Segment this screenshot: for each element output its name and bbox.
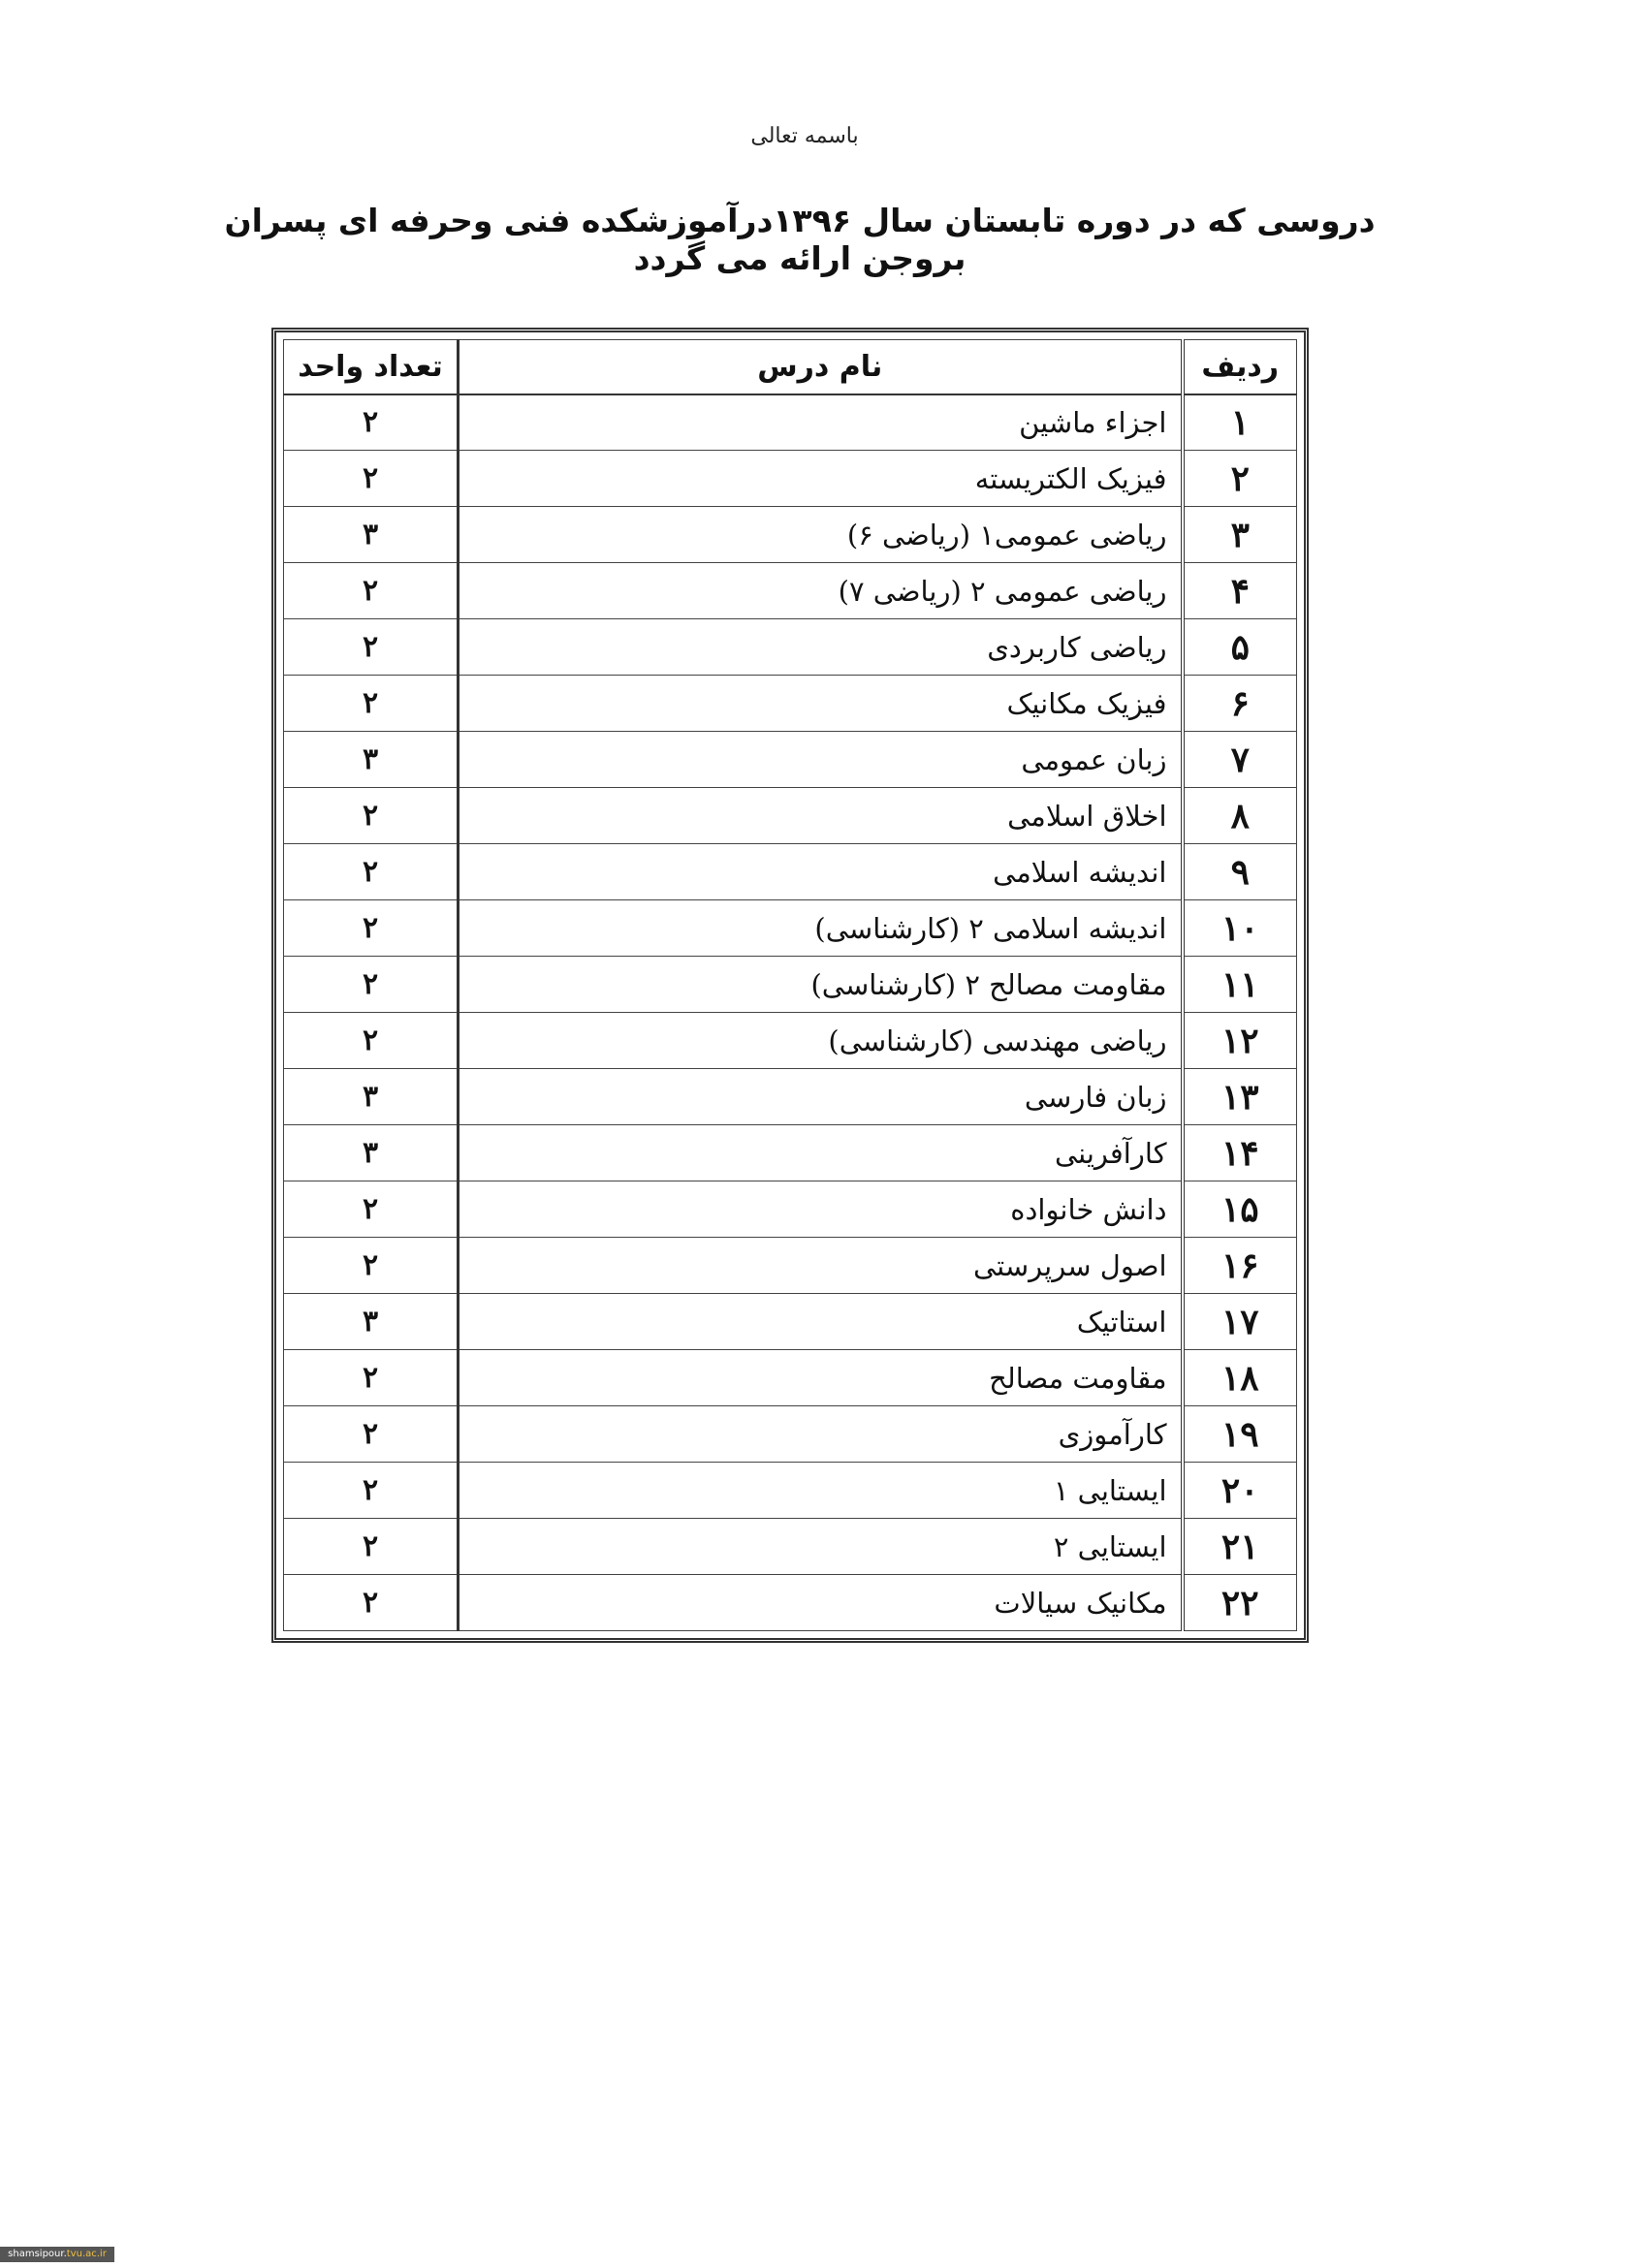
table-row: [284, 1575, 1297, 1631]
course-units: ۲: [284, 1181, 459, 1238]
course-units: ۲: [284, 1350, 459, 1406]
row-number: ۱۲: [1183, 1013, 1297, 1069]
row-number: ۱۶: [1183, 1238, 1297, 1294]
courses-table-frame: [271, 328, 1309, 1643]
course-units: ۳: [284, 1069, 459, 1125]
row-number: ۶: [1183, 676, 1297, 732]
row-number: ۴: [1183, 563, 1297, 619]
basmala-heading: باسمه تعالی: [750, 124, 859, 148]
course-units: ۳: [284, 1294, 459, 1350]
course-name: مقاومت مصالح: [459, 1350, 1183, 1406]
table-row: [284, 1463, 1297, 1519]
table-row: [284, 732, 1297, 788]
course-name: اصول سرپرستی: [459, 1238, 1183, 1294]
row-number: ۱۱: [1183, 957, 1297, 1013]
course-units: ۲: [284, 1238, 459, 1294]
row-number: ۱۷: [1183, 1294, 1297, 1350]
course-name: زبان عمومی: [459, 732, 1183, 788]
table-row: [284, 1238, 1297, 1294]
course-name: استاتیک: [459, 1294, 1183, 1350]
course-units: ۲: [284, 1519, 459, 1575]
row-number: ۱۹: [1183, 1406, 1297, 1463]
table-row: [284, 788, 1297, 844]
course-units: ۲: [284, 957, 459, 1013]
course-name: فیزیک مکانیک: [459, 676, 1183, 732]
row-number: ۲۱: [1183, 1519, 1297, 1575]
table-row: [284, 1181, 1297, 1238]
table-row: [284, 394, 1297, 451]
course-units: ۲: [284, 676, 459, 732]
table-row: [284, 844, 1297, 900]
row-number: ۱۵: [1183, 1181, 1297, 1238]
course-name: ریاضی عمومی۱ (ریاضی ۶): [459, 507, 1183, 563]
course-units: ۳: [284, 507, 459, 563]
table-row: [284, 619, 1297, 676]
row-number: ۱: [1183, 394, 1297, 451]
course-units: ۲: [284, 619, 459, 676]
course-name: کارآفرینی: [459, 1125, 1183, 1181]
watermark: [0, 2247, 114, 2262]
course-name: ایستایی ۱: [459, 1463, 1183, 1519]
row-number: ۲۲: [1183, 1575, 1297, 1631]
course-units: ۲: [284, 1406, 459, 1463]
page-title: دروسی که در دوره تابستان سال ۱۳۹۶درآموزشکده فنی وحرفه ای پسران بروجن ارائه می گردد: [224, 202, 1376, 277]
column-header-units: تعداد واحد: [284, 340, 459, 394]
watermark-prefix: shamsipour.: [8, 2249, 67, 2259]
table-row: [284, 507, 1297, 563]
course-name: مکانیک سیالات: [459, 1575, 1183, 1631]
table-row: [284, 676, 1297, 732]
row-number: ۱۰: [1183, 900, 1297, 957]
row-number: ۷: [1183, 732, 1297, 788]
course-name: کارآموزی: [459, 1406, 1183, 1463]
table-row: [284, 451, 1297, 507]
course-units: ۲: [284, 900, 459, 957]
table-row: [284, 1013, 1297, 1069]
row-number: ۳: [1183, 507, 1297, 563]
course-units: ۲: [284, 451, 459, 507]
course-name: اخلاق اسلامی: [459, 788, 1183, 844]
table-body: [284, 394, 1297, 1631]
course-units: ۲: [284, 844, 459, 900]
column-header-row: ردیف: [1183, 340, 1297, 394]
table-header-row: [284, 340, 1297, 394]
table-row: [284, 1350, 1297, 1406]
table-row: [284, 1294, 1297, 1350]
course-name: اندیشه اسلامی ۲ (کارشناسی): [459, 900, 1183, 957]
course-units: ۲: [284, 1575, 459, 1631]
course-name: دانش خانواده: [459, 1181, 1183, 1238]
course-name: ریاضی کاربردی: [459, 619, 1183, 676]
row-number: ۱۳: [1183, 1069, 1297, 1125]
table-row: [284, 563, 1297, 619]
row-number: ۸: [1183, 788, 1297, 844]
course-name: اندیشه اسلامی: [459, 844, 1183, 900]
course-name: فیزیک الکتریسته: [459, 451, 1183, 507]
course-name: زبان فارسی: [459, 1069, 1183, 1125]
course-name: اجزاء ماشین: [459, 394, 1183, 451]
course-name: ریاضی عمومی ۲ (ریاضی ۷): [459, 563, 1183, 619]
row-number: ۱۸: [1183, 1350, 1297, 1406]
course-units: ۲: [284, 1463, 459, 1519]
column-header-course: نام درس: [459, 340, 1183, 394]
table-row: [284, 957, 1297, 1013]
course-name: ریاضی مهندسی (کارشناسی): [459, 1013, 1183, 1069]
table-row: [284, 1069, 1297, 1125]
course-units: ۲: [284, 394, 459, 451]
row-number: ۵: [1183, 619, 1297, 676]
courses-table: [283, 339, 1297, 1631]
table-row: [284, 900, 1297, 957]
row-number: ۲۰: [1183, 1463, 1297, 1519]
table-row: [284, 1519, 1297, 1575]
course-units: ۳: [284, 1125, 459, 1181]
course-units: ۲: [284, 788, 459, 844]
course-units: ۲: [284, 563, 459, 619]
course-name: ایستایی ۲: [459, 1519, 1183, 1575]
watermark-domain: tvu.ac.ir: [66, 2249, 107, 2259]
row-number: ۱۴: [1183, 1125, 1297, 1181]
course-units: ۳: [284, 732, 459, 788]
table-row: [284, 1125, 1297, 1181]
row-number: ۹: [1183, 844, 1297, 900]
course-name: مقاومت مصالح ۲ (کارشناسی): [459, 957, 1183, 1013]
table-row: [284, 1406, 1297, 1463]
course-units: ۲: [284, 1013, 459, 1069]
row-number: ۲: [1183, 451, 1297, 507]
